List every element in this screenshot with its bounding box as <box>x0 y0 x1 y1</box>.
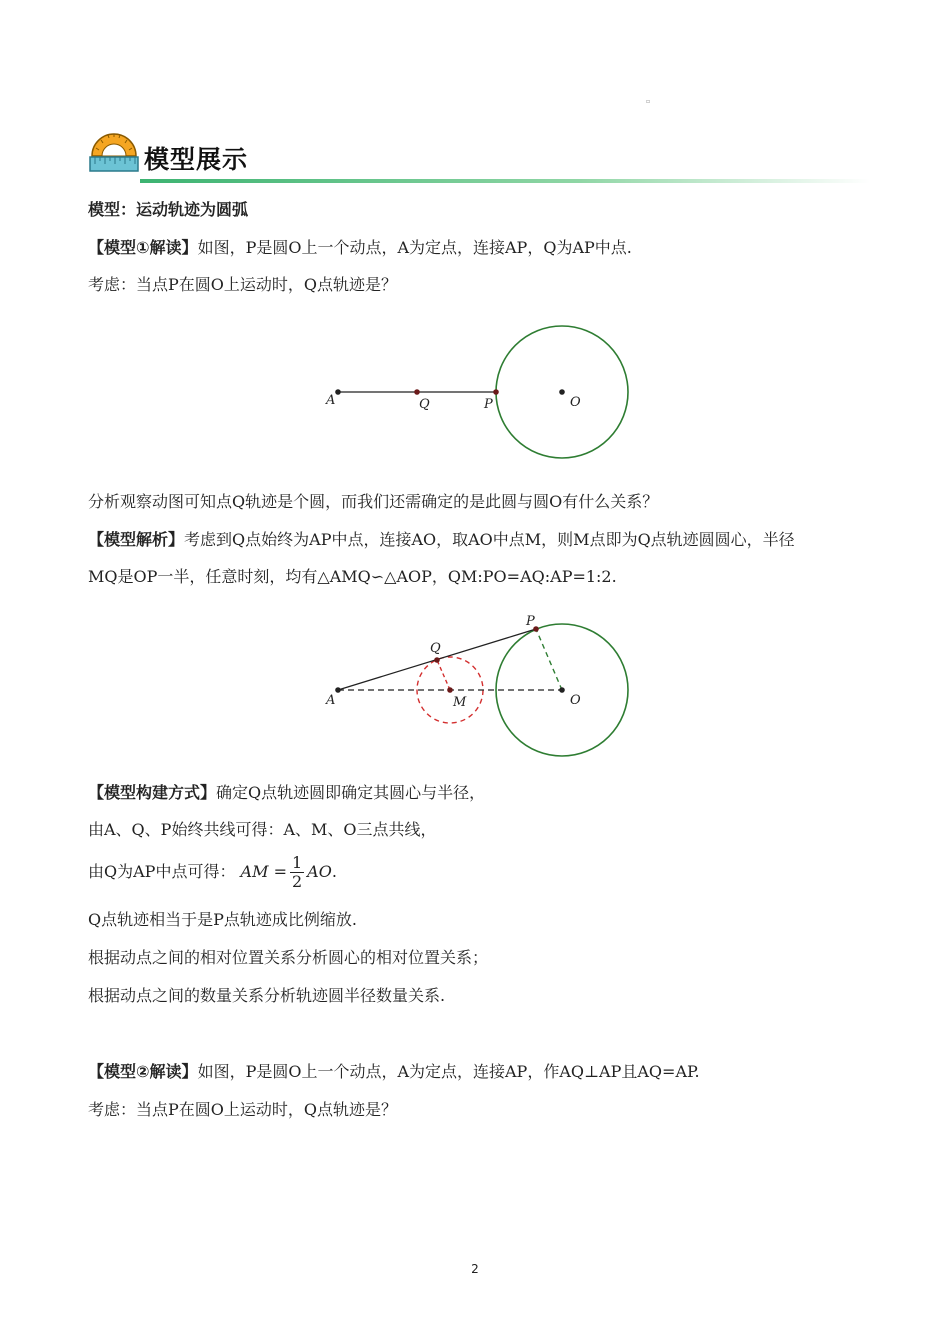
point-a <box>335 389 341 395</box>
label-o: O <box>570 693 581 708</box>
analysis-line: 分析观察动图可知点Q轨迹是个圆，而我们还需确定的是此圆与圆O有什么关系？ <box>88 492 659 511</box>
fraction-one-half <box>290 854 304 891</box>
section4-tag: 【模型②解读】 <box>88 1062 198 1081</box>
section3-line5: 根据动点之间的数量关系分析轨迹圆半径数量关系. <box>88 986 446 1005</box>
label-q: Q <box>430 641 441 656</box>
figure-1 <box>320 318 640 468</box>
label-p: P <box>484 397 493 412</box>
section4-paragraph <box>88 1062 700 1082</box>
segment-op <box>536 629 562 690</box>
formula-end: . <box>331 862 337 881</box>
section4-text: 如图，P是圆O上一个动点，A为定点，连接AP，作AQ⊥AP且AQ=AP. <box>197 1062 700 1081</box>
section3-line3: Q点轨迹相当于是P点轨迹成比例缩放. <box>88 910 357 929</box>
section4-question: 考虑：当点P在圆O上运动时，Q点轨迹是？ <box>88 1100 398 1119</box>
page-number: 2 <box>471 1262 479 1276</box>
figure-2 <box>320 612 640 762</box>
top-mark: ▫ <box>646 98 651 105</box>
point-q <box>434 657 440 663</box>
section3-line1: 由A、Q、P始终共线可得：A、M、O三点共线， <box>88 820 437 839</box>
point-m <box>447 687 453 693</box>
section1-question: 考虑：当点P在圆O上运动时，Q点轨迹是？ <box>88 275 398 294</box>
point-q <box>414 389 420 395</box>
header-divider <box>140 179 870 183</box>
formula-rhs: AO <box>307 862 332 881</box>
section2-text1: 考虑到Q点始终为AP中点，连接AO，取AO中点M，则M点即为Q点轨迹圆圆心，半径 <box>184 530 795 549</box>
section1-text: 如图，P是圆O上一个动点，A为定点，连接AP，Q为AP中点. <box>197 238 632 257</box>
model-title: 模型：运动轨迹为圆弧 <box>88 200 249 219</box>
fraction-numerator: 1 <box>291 853 303 872</box>
label-a: A <box>326 393 336 408</box>
label-o: O <box>570 395 581 410</box>
label-p: P <box>526 614 535 629</box>
section2-tag: 【模型解析】 <box>88 530 185 549</box>
section3-line4: 根据动点之间的相对位置关系分析圆心的相对位置关系； <box>88 948 489 967</box>
section2-text2: MQ是OP一半，任意时刻，均有△AMQ∽△AOP，QM:PO=AQ:AP=1:2. <box>88 567 617 586</box>
section2-paragraph <box>88 530 795 550</box>
label-m: M <box>453 695 467 710</box>
label-q: Q <box>419 397 430 412</box>
fraction-denominator: 2 <box>291 872 303 891</box>
section3-paragraph <box>88 783 485 803</box>
segment-mq <box>437 660 450 690</box>
point-p <box>493 389 499 395</box>
formula-lhs: AM = <box>240 862 287 881</box>
section1-paragraph <box>88 238 632 258</box>
section3-formula-line <box>88 852 337 892</box>
section3-text: 确定Q点轨迹圆即确定其圆心与半径， <box>216 783 486 802</box>
protractor-ruler-icon <box>88 126 140 176</box>
section1-tag: 【模型①解读】 <box>88 238 198 257</box>
section3-tag: 【模型构建方式】 <box>88 783 217 802</box>
section3-line2-prefix: 由Q为AP中点可得： <box>88 862 236 881</box>
point-o <box>559 389 565 395</box>
point-a <box>335 687 341 693</box>
label-a: A <box>326 693 336 708</box>
point-o <box>559 687 565 693</box>
section-header-title: 模型展示 <box>144 145 249 174</box>
